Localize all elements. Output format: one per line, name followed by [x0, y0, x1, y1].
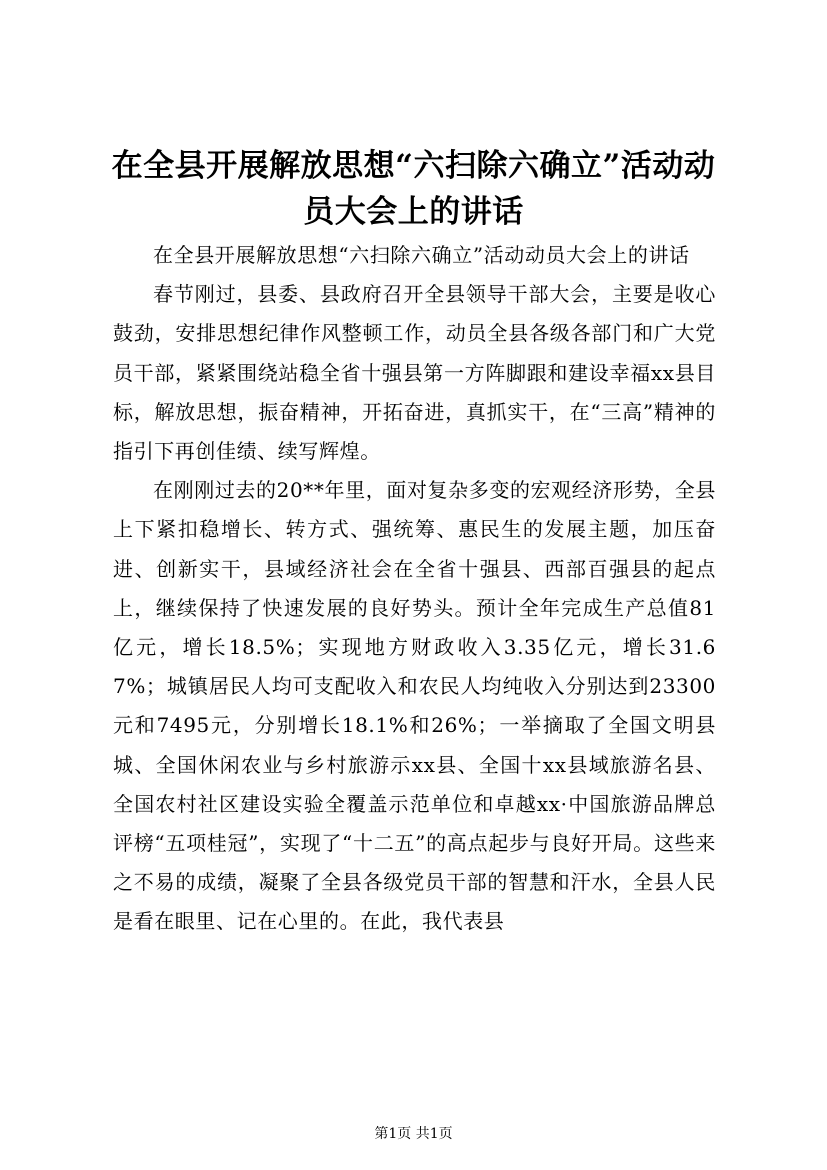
- paragraph-achievements: 在刚刚过去的20**年里，面对复杂多变的宏观经济形势，全县上下紧扣稳增长、转方式、强统筹、惠民生的发展主题，加压奋进、创新实干，县域经济社会在全省十强县、西部百强县的起点上，继续保持了快速发展的良好势头。预计全年完成生产总值81亿元，增长18.5%；实现地方财政收入3.35亿元，增长31.67%；城镇居民人均可支配收入和农民人均纯收入分别达到23300元和7495元，分别增长18.1%和26%；一举摘取了全国文明县城、全国休闲农业与乡村旅游示xx县、全国十xx县域旅游名县、全国农村社区建设实验全覆盖示范单位和卓越xx·中国旅游品牌总评榜“五项桂冠”，实现了“十二五”的高点起步与良好开局。这些来之不易的成绩，凝聚了全县各级党员干部的智慧和汗水，全县人民是看在眼里、记在心里的。在此，我代表县: [113, 478, 716, 934]
- paragraph-heading-repeat: 在全县开展解放思想“六扫除六确立”活动动员大会上的讲话: [153, 243, 690, 267]
- paragraph-intro: 春节刚过，县委、县政府召开全县领导干部大会，主要是收心鼓劲，安排思想纪律作风整顿工作，动员全县各级各部门和广大党员干部，紧紧围绕站稳全省十强县第一方阵脚跟和建设幸福xx县目标，解放思想，振奋精神，开拓奋进，真抓实干，在“三高”精神的指引下再创佳绩、续写辉煌。: [113, 282, 716, 464]
- document-body: [113, 236, 716, 942]
- document-title: 在全县开展解放思想“六扫除六确立”活动动员大会上的讲话: [111, 148, 716, 230]
- page-footer: 第1页 共1页: [374, 1126, 453, 1142]
